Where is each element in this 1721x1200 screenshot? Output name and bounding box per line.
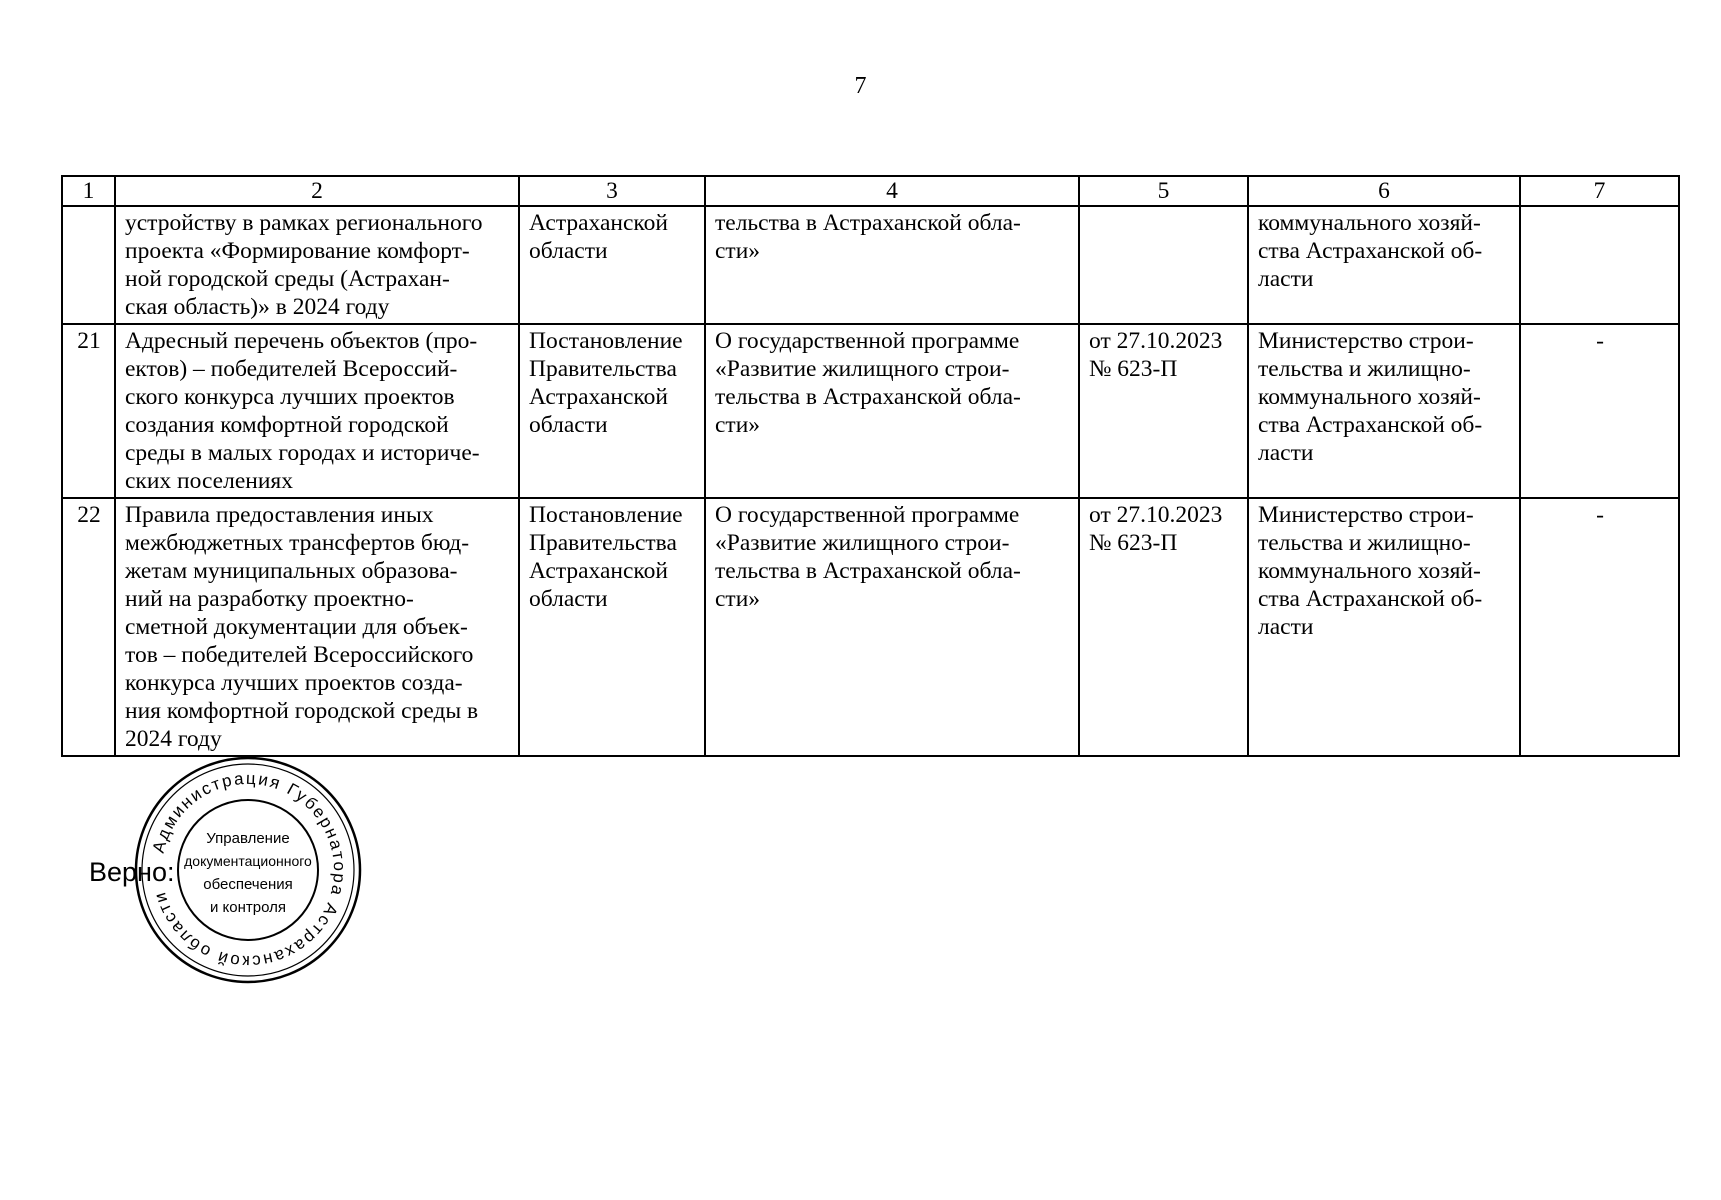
cell-text-line: Министерство строи- xyxy=(1258,328,1474,354)
cell-text-line: Правительства xyxy=(529,356,677,382)
cell-text-line: сметной документации для объек- xyxy=(125,614,468,640)
cell-note xyxy=(1520,206,1679,324)
cell-responsible xyxy=(1248,498,1520,756)
cell-text-line: ства Астраханской об- xyxy=(1258,586,1483,612)
cell-text-line: «Развитие жилищного строи- xyxy=(715,530,1010,556)
cell-title xyxy=(115,324,519,498)
cell-text-line: ская область)» в 2024 году xyxy=(125,294,390,320)
table-header-row xyxy=(62,176,1679,206)
cell-text-line: ских поселениях xyxy=(125,468,293,494)
cell-text-line: «Развитие жилищного строи- xyxy=(715,356,1010,382)
cell-text-line: области xyxy=(529,412,608,438)
seal-ring-text: Администрация Губернатора Астраханской области xyxy=(148,768,350,972)
cell-document-type xyxy=(519,324,705,498)
cell-text-line: тов – победителей Всероссийского xyxy=(125,642,474,668)
cell-responsible xyxy=(1248,206,1520,324)
cell-text-line: коммунального хозяй- xyxy=(1258,384,1481,410)
cell-text-line: сти» xyxy=(715,412,761,438)
cell-text-line: ний на разработку проектно- xyxy=(125,586,414,612)
table-body xyxy=(62,206,1679,756)
cell-text-line: Адресный перечень объектов (про- xyxy=(125,328,478,354)
cell-text-line: создания комфортной городской xyxy=(125,412,449,438)
seal-center-line: документационного xyxy=(184,853,312,869)
column-header-1: 1 xyxy=(62,176,115,206)
cell-text-line: Правительства xyxy=(529,530,677,556)
cell-text-line: № 623-П xyxy=(1089,530,1178,556)
cell-number: 21 xyxy=(62,324,115,498)
cell-text-line: сти» xyxy=(715,238,761,264)
cell-text-line: проекта «Формирование комфорт- xyxy=(125,238,470,264)
cell-text-line: конкурса лучших проектов созда- xyxy=(125,670,463,696)
cell-text-line: ектов) – победителей Всероссий- xyxy=(125,356,458,382)
cell-text-line: тельства в Астраханской обла- xyxy=(715,558,1021,584)
cell-text-line: № 623-П xyxy=(1089,356,1178,382)
cell-text-line: ского конкурса лучших проектов xyxy=(125,384,455,410)
cell-text-line: устройству в рамках регионального xyxy=(125,210,483,236)
cell-text-line: коммунального хозяй- xyxy=(1258,210,1481,236)
cell-text-line: области xyxy=(529,238,608,264)
cell-text-line: ства Астраханской об- xyxy=(1258,412,1483,438)
cell-text-line: сти» xyxy=(715,586,761,612)
cell-note: - xyxy=(1520,324,1679,498)
official-seal xyxy=(133,755,363,985)
column-header-5: 5 xyxy=(1079,176,1248,206)
page-number: 7 xyxy=(854,73,867,99)
cell-text-line: тельства в Астраханской обла- xyxy=(715,210,1021,236)
table-row xyxy=(62,324,1679,498)
table-row xyxy=(62,498,1679,756)
document-table xyxy=(61,175,1680,757)
cell-date-number xyxy=(1079,206,1248,324)
cell-text-line: от 27.10.2023 xyxy=(1089,328,1223,354)
column-header-2: 2 xyxy=(115,176,519,206)
seal-center-line: и контроля xyxy=(209,899,287,916)
cell-text-line: Астраханской xyxy=(529,558,668,584)
cell-text-line: Астраханской xyxy=(529,210,668,236)
cell-number xyxy=(62,206,115,324)
cell-text-line: тельства и жилищно- xyxy=(1258,356,1471,382)
cell-text-line: тельства в Астраханской обла- xyxy=(715,384,1021,410)
seal-center-line: обеспечения xyxy=(203,876,293,893)
table-row xyxy=(62,206,1679,324)
cell-text-line: Постановление xyxy=(529,328,683,354)
cell-text-line: области xyxy=(529,586,608,612)
cell-date-number xyxy=(1079,324,1248,498)
cell-text-line: Постановление xyxy=(529,502,683,528)
cell-document-name xyxy=(705,324,1079,498)
cell-document-type xyxy=(519,498,705,756)
column-header-6: 6 xyxy=(1248,176,1520,206)
cell-document-name xyxy=(705,206,1079,324)
cell-text-line: ласти xyxy=(1258,614,1314,640)
cell-note: - xyxy=(1520,498,1679,756)
cell-text-line: среды в малых городах и историче- xyxy=(125,440,480,466)
cell-title xyxy=(115,498,519,756)
cell-document-name xyxy=(705,498,1079,756)
cell-title xyxy=(115,206,519,324)
cell-document-type xyxy=(519,206,705,324)
cell-text-line: от 27.10.2023 xyxy=(1089,502,1223,528)
cell-text-line: межбюджетных трансфертов бюд- xyxy=(125,530,470,556)
column-header-3: 3 xyxy=(519,176,705,206)
column-header-7: 7 xyxy=(1520,176,1679,206)
cell-date-number xyxy=(1079,498,1248,756)
cell-text-line: О государственной программе xyxy=(715,502,1020,528)
cell-text-line: О государственной программе xyxy=(715,328,1020,354)
cell-text-line: Правила предоставления иных xyxy=(125,502,434,528)
cell-text-line: ной городской среды (Астрахан- xyxy=(125,266,450,292)
cell-text-line: Астраханской xyxy=(529,384,668,410)
cell-text-line: ласти xyxy=(1258,440,1314,466)
signoff-label: Верно: xyxy=(89,857,175,887)
cell-text-line: жетам муниципальных образова- xyxy=(125,558,458,584)
column-header-4: 4 xyxy=(705,176,1079,206)
cell-text-line: Министерство строи- xyxy=(1258,502,1474,528)
cell-number: 22 xyxy=(62,498,115,756)
cell-text-line: 2024 году xyxy=(125,726,222,752)
cell-text-line: ства Астраханской об- xyxy=(1258,238,1483,264)
cell-text-line: коммунального хозяй- xyxy=(1258,558,1481,584)
cell-responsible xyxy=(1248,324,1520,498)
cell-text-line: ласти xyxy=(1258,266,1314,292)
cell-text-line: тельства и жилищно- xyxy=(1258,530,1471,556)
seal-center-line: Управление xyxy=(206,830,290,847)
cell-text-line: ния комфортной городской среды в xyxy=(125,698,479,724)
